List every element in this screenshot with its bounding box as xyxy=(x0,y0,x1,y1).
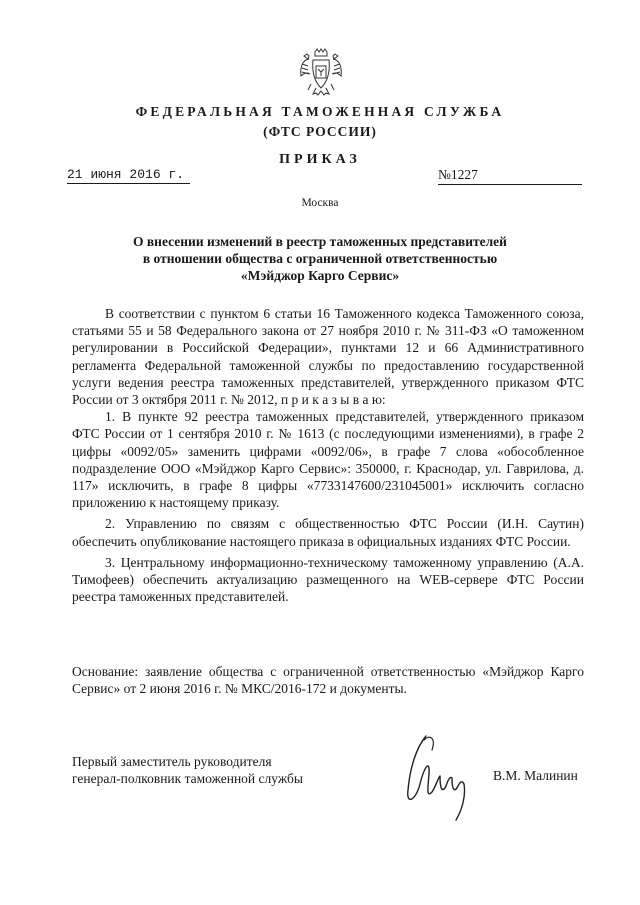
document-date: 21 июня 2016 г. xyxy=(67,167,190,184)
handwritten-signature-icon xyxy=(396,728,486,828)
title-line: «Мэйджор Карго Сервис» xyxy=(240,268,400,283)
title-line: О внесении изменений в реестр таможенных представителей xyxy=(133,234,507,249)
signer-position-line: генерал-полковник таможенной службы xyxy=(72,771,303,786)
signer-position xyxy=(72,753,303,787)
title-line: в отношении общества с ограниченной ответственностью xyxy=(142,251,498,266)
signer-position-line: Первый заместитель руководителя xyxy=(72,754,272,769)
order-item-1: 1. В пункте 92 реестра таможенных представителей, утвержденного приказом ФТС России от 1 сентября 2010 г. № 1613 (с последующими изменениями), в графе 2 цифры «0092/05» заменить цифрами «0092/06», в графе 7 слова «обособленное подразделение ООО «Мэйджор Карго Сервис»: 350000, г. Краснодар, ул. Гаврилова, д. 117» исключить, в графе 8 цифры «7733147600/231045001» исключить согласно приложению к настоящему приказу. xyxy=(72,409,584,511)
agency-name: ФЕДЕРАЛЬНАЯ ТАМОЖЕННАЯ СЛУЖБА xyxy=(135,104,505,119)
intro-paragraph: В соответствии с пунктом 6 статьи 16 Таможенного кодекса Таможенного союза, статьями 55 и 58 Федерального закона от 27 ноября 2010 г. № 311-ФЗ «О таможенном регулировании в Российской Федерации», пунктами 12 и 66 Административного регламента Федеральной таможенной службы по предоставлению государственной услуги ведения реестра таможенных представителей, утвержденного приказом ФТС России от 3 октября 2011 г. № 2012, п р и к а з ы в а ю: xyxy=(72,306,584,408)
document-number: №1227 xyxy=(438,167,582,185)
agency-short-name: (ФТС РОССИИ) xyxy=(263,124,377,139)
order-item-2: 2. Управлению по связям с общественностью ФТС России (И.Н. Саутин) обеспечить опубликование настоящего приказа в официальных изданиях ФТС России. xyxy=(72,516,584,549)
document-body xyxy=(72,305,584,605)
order-item-3: 3. Центральному информационно-техническому таможенному управлению (А.А. Тимофеев) обеспечить актуализацию размещенного на WEB-сервере ФТС России реестра таможенных представителей. xyxy=(72,554,584,605)
document-type: ПРИКАЗ xyxy=(279,152,361,167)
document-title xyxy=(100,233,540,284)
basis-paragraph: Основание: заявление общества с ограниченной ответственностью «Мэйджор Карго Сервис» от 2 июня 2016 г. № МКС/2016-172 и документы. xyxy=(72,664,584,697)
double-headed-eagle-emblem-icon xyxy=(298,46,344,98)
document-place: Москва xyxy=(301,197,339,209)
signer-name: В.М. Малинин xyxy=(493,768,578,783)
